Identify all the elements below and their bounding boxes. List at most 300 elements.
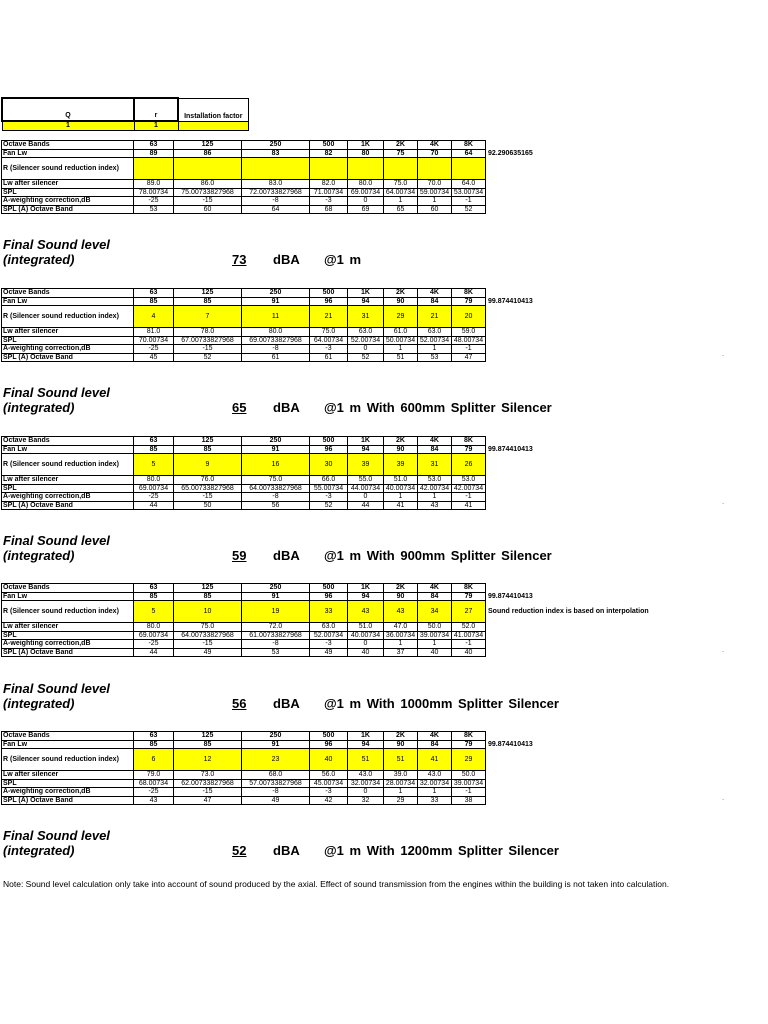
cell-8k[interactable]: 41 [452,501,486,510]
cell-1k[interactable]: 55.0 [348,476,384,485]
cell-8k[interactable]: 8K [452,437,486,446]
cell-63[interactable]: 5 [134,601,174,623]
cell-2k[interactable]: 2K [384,732,418,741]
cell-250[interactable]: 69.00733827968 [242,336,310,345]
cell-1k[interactable]: 39 [348,454,384,476]
cell-1k[interactable]: 69.00734 [348,188,384,197]
cell-1k[interactable] [348,158,384,180]
cell-500[interactable]: -3 [310,493,348,502]
cell-500[interactable]: 42 [310,796,348,805]
r-value[interactable]: 1 [134,121,178,131]
cell-125[interactable]: -15 [174,788,242,797]
cell-1k[interactable]: 0 [348,493,384,502]
final-dba-value[interactable]: 56 [232,696,247,711]
cell-8k[interactable]: 40 [452,648,486,657]
cell-63[interactable]: 80.0 [134,623,174,632]
cell-125[interactable]: 86.0 [174,180,242,189]
cell-250[interactable]: 61.00733827968 [242,631,310,640]
cell-125[interactable]: 62.00733827968 [174,779,242,788]
cell-2k[interactable]: 1 [384,345,418,354]
cell-4k[interactable]: 70.0 [418,180,452,189]
cell-500[interactable]: 96 [310,740,348,749]
cell-250[interactable]: 250 [242,732,310,741]
cell-250[interactable]: 91 [242,297,310,306]
cell-1k[interactable]: 51 [348,749,384,771]
cell-125[interactable] [174,158,242,180]
cell-4k[interactable]: 70 [418,149,452,158]
cell-1k[interactable]: 0 [348,197,384,206]
cell-250[interactable]: -8 [242,345,310,354]
cell-2k[interactable]: 51.0 [384,476,418,485]
cell-63[interactable]: 5 [134,454,174,476]
cell-500[interactable]: 52.00734 [310,631,348,640]
final-dba-value[interactable]: 65 [232,400,247,415]
cell-63[interactable]: 53 [134,205,174,214]
cell-63[interactable]: 44 [134,501,174,510]
cell-1k[interactable]: 94 [348,445,384,454]
cell-125[interactable]: 75.0 [174,623,242,632]
cell-250[interactable]: 64 [242,205,310,214]
cell-4k[interactable] [418,158,452,180]
cell-500[interactable]: 45.00734 [310,779,348,788]
cell-2k[interactable]: 47.0 [384,623,418,632]
cell-1k[interactable]: 32.00734 [348,779,384,788]
cell-63[interactable]: -25 [134,345,174,354]
cell-63[interactable]: -25 [134,640,174,649]
cell-4k[interactable]: 50.0 [418,623,452,632]
cell-250[interactable] [242,158,310,180]
cell-125[interactable]: -15 [174,345,242,354]
a-weighting-row [2,640,706,649]
cell-63[interactable]: 85 [134,592,174,601]
cell-125[interactable]: 85 [174,445,242,454]
cell-2k[interactable] [384,158,418,180]
cell-8k[interactable]: 47 [452,353,486,362]
cell-63[interactable] [134,158,174,180]
cell-1k[interactable]: 52 [348,353,384,362]
cell-125[interactable]: 85 [174,592,242,601]
cell-125[interactable]: -15 [174,197,242,206]
cell-2k[interactable]: 65 [384,205,418,214]
final-dba-value[interactable]: 73 [232,252,247,267]
cell-125[interactable]: 86 [174,149,242,158]
cell-8k[interactable]: 53.00734 [452,188,486,197]
cell-8k[interactable]: 48.00734 [452,336,486,345]
cell-1k[interactable]: 1K [348,141,384,150]
cell-250[interactable]: 23 [242,749,310,771]
cell-1k[interactable]: 94 [348,297,384,306]
cell-2k[interactable]: 40.00734 [384,484,418,493]
cell-500[interactable] [310,158,348,180]
cell-2k[interactable]: 61.0 [384,328,418,337]
cell-8k[interactable]: 42.00734 [452,484,486,493]
cell-125[interactable]: 12 [174,749,242,771]
cell-4k[interactable]: 41 [418,749,452,771]
cell-4k[interactable]: 1 [418,345,452,354]
cell-2k[interactable]: 1 [384,640,418,649]
cell-4k[interactable]: 34 [418,601,452,623]
cell-1k[interactable]: 0 [348,345,384,354]
cell-500[interactable]: 75.0 [310,328,348,337]
q-header: Q [2,98,134,121]
cell-1k[interactable]: 51.0 [348,623,384,632]
cell-1k[interactable]: 94 [348,740,384,749]
cell-250[interactable]: 56 [242,501,310,510]
cell-4k[interactable]: 53 [418,353,452,362]
cell-8k[interactable]: 79 [452,297,486,306]
cell-2k[interactable]: 75.0 [384,180,418,189]
cell-250[interactable]: 57.00733827968 [242,779,310,788]
cell-8k[interactable]: 50.0 [452,771,486,780]
cell-4k[interactable]: 43 [418,501,452,510]
cell-125[interactable]: 76.0 [174,476,242,485]
cell-2k[interactable]: 41 [384,501,418,510]
cell-250[interactable]: 80.0 [242,328,310,337]
cell-1k[interactable]: 0 [348,788,384,797]
cell-500[interactable]: 500 [310,732,348,741]
cell-500[interactable]: 33 [310,601,348,623]
cell-8k[interactable]: 53.0 [452,476,486,485]
cell-63[interactable]: 45 [134,353,174,362]
cell-8k[interactable]: -1 [452,197,486,206]
cell-2k[interactable]: 51 [384,749,418,771]
cell-1k[interactable]: 31 [348,306,384,328]
row-label: Octave Bands [2,584,134,593]
cell-8k[interactable]: 29 [452,749,486,771]
cell-4k[interactable]: 52.00734 [418,336,452,345]
cell-8k[interactable]: 79 [452,592,486,601]
cell-500[interactable]: 52 [310,501,348,510]
cell-250[interactable]: 91 [242,592,310,601]
cell-2k[interactable]: 90 [384,297,418,306]
cell-8k[interactable]: 20 [452,306,486,328]
cell-125[interactable]: 78.0 [174,328,242,337]
cell-8k[interactable]: 79 [452,740,486,749]
cell-1k[interactable]: 80.0 [348,180,384,189]
cell-2k[interactable]: 39 [384,454,418,476]
cell-250[interactable]: 53 [242,648,310,657]
cell-8k[interactable]: 8K [452,289,486,298]
cell-4k[interactable]: 4K [418,584,452,593]
cell-4k[interactable]: 31 [418,454,452,476]
row-label: Fan Lw [2,592,134,601]
cell-2k[interactable]: 2K [384,289,418,298]
cell-250[interactable]: 16 [242,454,310,476]
cell-1k[interactable]: 94 [348,592,384,601]
cell-63[interactable]: 78.00734 [134,188,174,197]
final-sound-level-title [3,237,110,267]
cell-4k[interactable]: 63.0 [418,328,452,337]
cell-63[interactable]: 4 [134,306,174,328]
cell-250[interactable]: 83.0 [242,180,310,189]
cell-2k[interactable]: 50.00734 [384,336,418,345]
cell-63[interactable]: 69.00734 [134,631,174,640]
cell-500[interactable]: -3 [310,197,348,206]
cell-125[interactable]: 85 [174,297,242,306]
cell-125[interactable]: 75.00733827968 [174,188,242,197]
cell-63[interactable]: 70.00734 [134,336,174,345]
cell-1k[interactable]: 52.00734 [348,336,384,345]
cell-2k[interactable]: 64.00734 [384,188,418,197]
cell-2k[interactable]: 2K [384,584,418,593]
cell-63[interactable]: 63 [134,289,174,298]
cell-4k[interactable]: 84 [418,297,452,306]
cell-500[interactable]: 500 [310,141,348,150]
cell-8k[interactable]: 8K [452,584,486,593]
cell-1k[interactable]: 32 [348,796,384,805]
cell-63[interactable]: 63 [134,141,174,150]
cell-8k[interactable]: -1 [452,345,486,354]
cell-125[interactable]: 125 [174,437,242,446]
cell-63[interactable]: 63 [134,732,174,741]
cell-4k[interactable]: 84 [418,445,452,454]
cell-8k[interactable]: 59.0 [452,328,486,337]
cell-500[interactable]: 68 [310,205,348,214]
cell-500[interactable]: 71.00734 [310,188,348,197]
cell-500[interactable]: 61 [310,353,348,362]
cell-2k[interactable]: 39.0 [384,771,418,780]
cell-8k[interactable]: -1 [452,788,486,797]
cell-4k[interactable]: 21 [418,306,452,328]
cell-250[interactable]: 19 [242,601,310,623]
cell-4k[interactable]: 39.00734 [418,631,452,640]
cell-8k[interactable]: 64.0 [452,180,486,189]
cell-1k[interactable]: 1K [348,437,384,446]
cell-125[interactable]: -15 [174,493,242,502]
cell-125[interactable]: 60 [174,205,242,214]
cell-4k[interactable]: 4K [418,437,452,446]
cell-4k[interactable]: 33 [418,796,452,805]
cell-63[interactable]: 81.0 [134,328,174,337]
cell-63[interactable]: -25 [134,197,174,206]
cell-250[interactable]: 72.0 [242,623,310,632]
cell-250[interactable]: -8 [242,788,310,797]
cell-63[interactable]: -25 [134,493,174,502]
cell-8k[interactable]: 26 [452,454,486,476]
cell-500[interactable]: 63.0 [310,623,348,632]
cell-250[interactable]: 83 [242,149,310,158]
cell-4k[interactable]: 4K [418,732,452,741]
cell-250[interactable]: -8 [242,197,310,206]
cell-125[interactable]: 10 [174,601,242,623]
cell-125[interactable]: 67.00733827968 [174,336,242,345]
cell-4k[interactable]: 84 [418,592,452,601]
cell-2k[interactable]: 51 [384,353,418,362]
dba-unit: dBA [273,252,300,267]
cell-4k[interactable]: 4K [418,141,452,150]
final-dba-value[interactable]: 52 [232,843,247,858]
cell-2k[interactable]: 90 [384,592,418,601]
cell-500[interactable]: 55.00734 [310,484,348,493]
cell-250[interactable]: 75.0 [242,476,310,485]
cell-125[interactable]: 125 [174,732,242,741]
q-value[interactable]: 1 [2,121,134,131]
cell-500[interactable]: 66.0 [310,476,348,485]
cell-125[interactable]: 52 [174,353,242,362]
cell-500[interactable]: 500 [310,584,348,593]
cell-125[interactable]: 50 [174,501,242,510]
cell-250[interactable]: 68.0 [242,771,310,780]
cell-4k[interactable]: 43.0 [418,771,452,780]
interpolation-note [486,749,706,771]
cell-8k[interactable]: 41.00734 [452,631,486,640]
cell-125[interactable]: 125 [174,584,242,593]
cell-4k[interactable]: 42.00734 [418,484,452,493]
cell-250[interactable]: 91 [242,740,310,749]
cell-1k[interactable]: 80 [348,149,384,158]
cell-8k[interactable]: 38 [452,796,486,805]
cell-500[interactable]: -3 [310,788,348,797]
cell-1k[interactable]: 43.0 [348,771,384,780]
cell-125[interactable]: 49 [174,648,242,657]
cell-4k[interactable]: 1 [418,788,452,797]
cell-125[interactable]: -15 [174,640,242,649]
cell-63[interactable]: 43 [134,796,174,805]
cell-4k[interactable]: 1 [418,493,452,502]
cell-250[interactable]: 91 [242,445,310,454]
cell-250[interactable]: -8 [242,640,310,649]
cell-500[interactable]: 21 [310,306,348,328]
cell-250[interactable]: 250 [242,584,310,593]
cell-125[interactable]: 64.00733827968 [174,631,242,640]
cell-8k[interactable] [452,158,486,180]
cell-1k[interactable]: 43 [348,601,384,623]
cell-500[interactable]: 64.00734 [310,336,348,345]
final-sound-level-5 [3,828,763,862]
cell-500[interactable]: -3 [310,640,348,649]
cell-2k[interactable]: 90 [384,445,418,454]
cell-250[interactable]: 250 [242,141,310,150]
final-sound-level-title [3,681,110,711]
cell-1k[interactable]: 44.00734 [348,484,384,493]
cell-63[interactable]: 44 [134,648,174,657]
cell-250[interactable]: 49 [242,796,310,805]
cell-1k[interactable]: 40.00734 [348,631,384,640]
cell-125[interactable]: 65.00733827968 [174,484,242,493]
cell-500[interactable]: 500 [310,437,348,446]
cell-2k[interactable]: 37 [384,648,418,657]
cell-4k[interactable]: 40 [418,648,452,657]
cell-500[interactable]: 82 [310,149,348,158]
cell-125[interactable]: 85 [174,740,242,749]
cell-2k[interactable]: 43 [384,601,418,623]
octave-table [1,140,706,214]
cell-250[interactable]: 61 [242,353,310,362]
cell-500[interactable]: -3 [310,345,348,354]
cell-2k[interactable]: 29 [384,796,418,805]
cell-500[interactable]: 96 [310,592,348,601]
cell-1k[interactable]: 44 [348,501,384,510]
cell-500[interactable]: 49 [310,648,348,657]
cell-4k[interactable]: 84 [418,740,452,749]
cell-2k[interactable]: 75 [384,149,418,158]
cell-500[interactable]: 96 [310,445,348,454]
cell-250[interactable]: -8 [242,493,310,502]
cell-500[interactable]: 96 [310,297,348,306]
cell-8k[interactable]: -1 [452,493,486,502]
cell-63[interactable]: 85 [134,740,174,749]
cell-1k[interactable]: 0 [348,640,384,649]
row-label: R (Silencer sound reduction index) [2,158,134,180]
cell-500[interactable]: 30 [310,454,348,476]
cell-8k[interactable]: 39.00734 [452,779,486,788]
cell-4k[interactable]: 1 [418,640,452,649]
cell-4k[interactable]: 1 [418,197,452,206]
cell-63[interactable]: 85 [134,297,174,306]
cell-250[interactable]: 250 [242,289,310,298]
cell-4k[interactable]: 60 [418,205,452,214]
cell-2k[interactable]: 2K [384,141,418,150]
cell-500[interactable]: 500 [310,289,348,298]
cell-2k[interactable]: 2K [384,437,418,446]
cell-63[interactable]: 85 [134,445,174,454]
cell-8k[interactable]: 8K [452,141,486,150]
cell-8k[interactable]: 79 [452,445,486,454]
cell-2k[interactable]: 1 [384,788,418,797]
cell-125[interactable]: 7 [174,306,242,328]
cell-500[interactable]: 40 [310,749,348,771]
cell-2k[interactable]: 90 [384,740,418,749]
cell-1k[interactable]: 1K [348,732,384,741]
cell-1k[interactable]: 69 [348,205,384,214]
cell-2k[interactable]: 36.00734 [384,631,418,640]
cell-250[interactable]: 72.00733827968 [242,188,310,197]
cell-63[interactable]: 89 [134,149,174,158]
cell-500[interactable]: 82.0 [310,180,348,189]
cell-250[interactable]: 11 [242,306,310,328]
cell-1k[interactable]: 1K [348,289,384,298]
cell-8k[interactable]: 27 [452,601,486,623]
cell-63[interactable]: 68.00734 [134,779,174,788]
cell-63[interactable]: 69.00734 [134,484,174,493]
cell-4k[interactable]: 59.00734 [418,188,452,197]
fan-lw-row [2,592,706,601]
cell-8k[interactable]: -1 [452,640,486,649]
cell-1k[interactable]: 40 [348,648,384,657]
cell-1k[interactable]: 63.0 [348,328,384,337]
cell-250[interactable]: 64.00733827968 [242,484,310,493]
cell-8k[interactable]: 64 [452,149,486,158]
cell-8k[interactable]: 8K [452,732,486,741]
cell-4k[interactable]: 4K [418,289,452,298]
cell-2k[interactable]: 28.00734 [384,779,418,788]
cell-63[interactable]: 63 [134,437,174,446]
cell-125[interactable]: 125 [174,289,242,298]
cell-63[interactable]: 89.0 [134,180,174,189]
cell-500[interactable]: 56.0 [310,771,348,780]
installation-factor-value[interactable] [178,121,248,131]
final-dba-value[interactable]: 59 [232,548,247,563]
cell-63[interactable]: 63 [134,584,174,593]
cell-125[interactable]: 47 [174,796,242,805]
cell-125[interactable]: 9 [174,454,242,476]
cell-63[interactable]: 6 [134,749,174,771]
cell-125[interactable]: 73.0 [174,771,242,780]
cell-2k[interactable]: 1 [384,493,418,502]
cell-1k[interactable]: 1K [348,584,384,593]
cell-8k[interactable]: 52.0 [452,623,486,632]
cell-4k[interactable]: 53.0 [418,476,452,485]
cell-63[interactable]: -25 [134,788,174,797]
cell-2k[interactable]: 1 [384,197,418,206]
cell-4k[interactable]: 32.00734 [418,779,452,788]
cell-2k[interactable]: 29 [384,306,418,328]
cell-63[interactable]: 79.0 [134,771,174,780]
cell-125[interactable]: 125 [174,141,242,150]
cell-63[interactable]: 80.0 [134,476,174,485]
cell-8k[interactable]: 52 [452,205,486,214]
cell-250[interactable]: 250 [242,437,310,446]
